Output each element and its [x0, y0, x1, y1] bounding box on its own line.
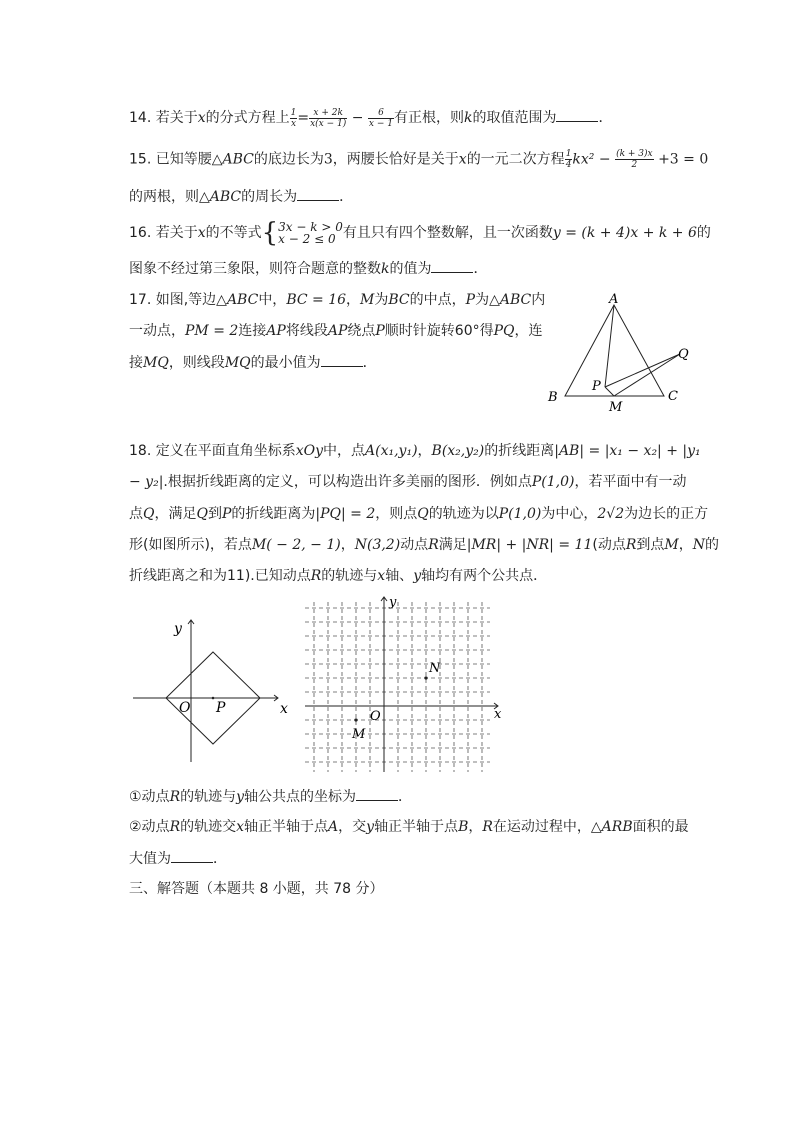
answer-blank [171, 848, 213, 863]
q16-line2: 图象不经过第三象限，则符合题意的整数k的值为 ． [129, 258, 487, 279]
axis-label-x: x [494, 707, 502, 722]
q18-line1: 18. 定义在平面直角坐标系xOy中，点A(x₁,y₁)，B(x₂,y₂)的折线距离|AB| = |x₁ − x₂| + |y₁ [129, 443, 701, 459]
q18-line2: − y₂|.根据折线距离的定义，可以构造出许多美丽的图形．例如点P(1,0)，若平面中有一动 [129, 474, 687, 490]
answer-blank [431, 258, 473, 273]
label-M: M [609, 400, 623, 415]
q17-triangle-figure [540, 290, 700, 415]
origin-label: O [179, 700, 191, 716]
q18-line4: 形(如图所示)，若点M( − 2, − 1)，N(3,2)动点R满足|MR| + |NR| = 11(动点R到点M，N的 [129, 537, 719, 553]
q18-grid-figure [300, 592, 510, 775]
point-N-label: N [429, 661, 441, 676]
fraction-1-over-x: $\frac{1}{x}$ [290, 107, 297, 129]
label-C: C [668, 389, 678, 404]
q18-sub2-line2: 大值为 ． [129, 848, 227, 869]
label-A: A [609, 292, 619, 307]
q17-line1: 17. 如图,等边△ABC中，BC = 16，M为BC的中点，P为△ABC内 [129, 292, 546, 308]
q18-square-figure [128, 612, 298, 767]
label-Q: Q [678, 347, 689, 362]
fraction-6: $\frac{6}{x - 1}$ [368, 107, 393, 129]
q17-line2: 一动点，PM = 2连接AP将线段AP绕点P顺时针旋转60°得PQ，连 [129, 323, 543, 339]
axis-label-y: y [389, 595, 397, 610]
q18-sub1: ①动点R的轨迹与y轴公共点的坐标为 ． [129, 786, 412, 807]
q15-line1: 15. 已知等腰△ABC的底边长为3，两腰长恰好是关于x的一元二次方程 $\frac{1}{4}$ kx² − $\frac{(k + 3)x}{2}$ +3 = 0 [129, 149, 709, 170]
q15-line2: 的两根，则△ABC的周长为 ． [129, 186, 353, 207]
q18-line3: 点Q，满足Q到P的折线距离为|PQ| = 2，则点Q的轨迹为以P(1,0)为中心，2√2为边长的正方 [129, 506, 709, 522]
q16-line1: 16. 若关于x的不等式{ 3x − k > 0 x − 2 ≤ 0 有且只有四个整数解，且一次函数y = (k + 4)x + k + 6的 [129, 218, 711, 248]
answer-blank [356, 786, 398, 801]
axis-label-x: x [280, 701, 288, 717]
axis-label-y: y [174, 621, 182, 637]
q18-sub2-line1: ②动点R的轨迹交x轴正半轴于点A，交y轴正半轴于点B，R在运动过程中，△ARB面积的最 [129, 819, 689, 835]
label-B: B [548, 390, 558, 405]
label-P: P [592, 379, 601, 394]
q18-line5: 折线距离之和为11).已知动点R的轨迹与x轴、y轴均有两个公共点． [129, 568, 548, 584]
origin-label: O [370, 709, 381, 724]
answer-blank [297, 186, 339, 201]
section-heading: 三、解答题（本题共 8 小题，共 78 分） [129, 881, 384, 897]
answer-blank [556, 107, 598, 122]
point-P-label: P [216, 700, 226, 716]
q17-line3: 接MQ，则线段MQ的最小值为 ． [129, 352, 377, 373]
point-M-label: M [352, 727, 366, 742]
fraction-main: $\frac{x + 2k}{x(x - 1)}$ [310, 107, 347, 129]
q14: 14. 若关于x的分式方程上 $\frac{1}{x}$ = $\frac{x + 2k}{x(x - 1)}$ − $\frac{6}{x - 1}$ 有正根，则k的取值范围为 ． [129, 107, 613, 129]
answer-blank [321, 352, 363, 367]
